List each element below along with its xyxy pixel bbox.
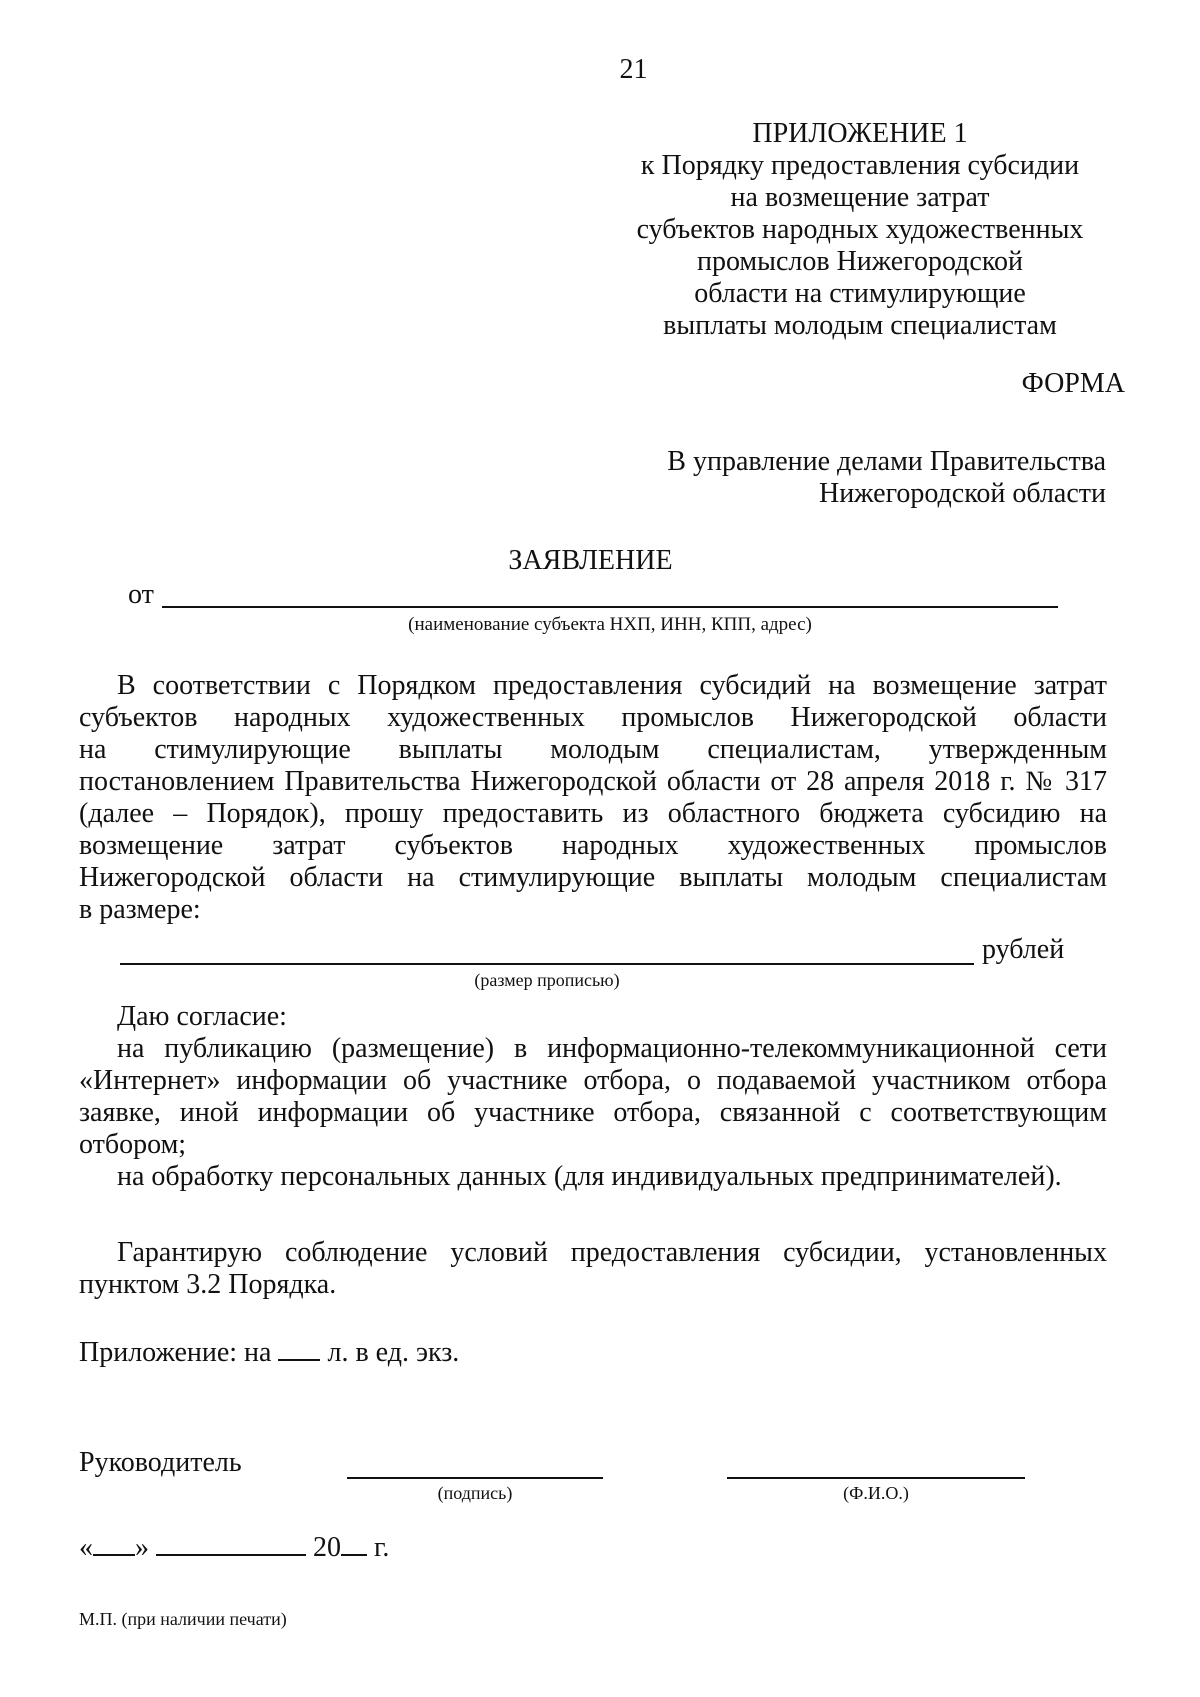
guarantee-line: пунктом 3.2 Порядка.: [79, 1269, 337, 1300]
paragraph-line: В соответствии с Порядком предоставления субсидий на возмещение затрат: [117, 670, 1107, 701]
day-field[interactable]: [93, 1530, 135, 1556]
attachment-pages-field[interactable]: [278, 1335, 320, 1361]
addressee-line: В управление делами Правительства: [667, 446, 1106, 477]
consent-block: [79, 1001, 1107, 1193]
stamp-note: М.П. (при наличии печати): [79, 1609, 287, 1629]
appendix-header: [560, 118, 1160, 342]
date-row: [79, 1530, 389, 1564]
attachment-suffix: л. в ед. экз.: [327, 1337, 460, 1368]
consent-line: отбором;: [79, 1129, 187, 1160]
amount-in-words-field[interactable]: [120, 963, 974, 965]
date-open-quote: «: [79, 1532, 93, 1563]
paragraph-line: субъектов народных художественных промыслов Нижегородской области: [79, 702, 1107, 733]
form-label: ФОРМА: [1021, 368, 1125, 399]
consent-line: на публикацию (размещение) в информационно-телекоммуникационной сети: [117, 1033, 1107, 1064]
signature-field[interactable]: [347, 1477, 603, 1479]
paragraph-line: в размере:: [79, 894, 201, 925]
addressee: [560, 446, 1106, 510]
from-label: от: [128, 579, 154, 610]
page-number: 21: [619, 54, 648, 85]
appendix-line: промыслов Нижегородской: [696, 246, 1024, 277]
consent-line: «Интернет» информации об участнике отбора, о подаваемой участником отбора: [79, 1065, 1107, 1096]
paragraph-line: постановлением Правительства Нижегородской области от 28 апреля 2018 г. № 317: [79, 766, 1107, 797]
attachment-prefix: Приложение: на: [79, 1337, 272, 1368]
consent-line: на обработку персональных данных (для индивидуальных предпринимателей).: [117, 1161, 1062, 1192]
appendix-line: к Порядку предоставления субсидии: [640, 150, 1080, 181]
consent-line: заявке, иной информации об участнике отбора, связанной с соответствующим: [79, 1097, 1107, 1128]
document-title: ЗАЯВЛЕНИЕ: [508, 545, 673, 576]
date-close-quote: »: [135, 1532, 149, 1563]
month-field[interactable]: [156, 1530, 306, 1556]
year-suffix: г.: [374, 1532, 390, 1563]
appendix-line: области на стимулирующие: [694, 278, 1026, 309]
appendix-line: выплаты молодым специалистам: [663, 310, 1057, 341]
appendix-line: ПРИЛОЖЕНИЕ 1: [752, 118, 968, 149]
consent-line: Даю согласие:: [117, 1001, 287, 1032]
appendix-line: на возмещение затрат: [730, 182, 990, 213]
main-paragraph: [79, 670, 1107, 926]
attachment-row: [79, 1335, 459, 1369]
applicant-name-caption: (наименование субъекта НХП, ИНН, КПП, адрес): [408, 614, 812, 635]
appendix-line: субъектов народных художественных: [636, 214, 1084, 245]
addressee-line: Нижегородской области: [818, 478, 1106, 509]
guarantee-line: Гарантирую соблюдение условий предоставления субсидии, установленных: [117, 1237, 1107, 1268]
year-field[interactable]: [341, 1530, 367, 1556]
paragraph-line: на стимулирующие выплаты молодым специалистам, утвержденным: [79, 734, 1107, 765]
paragraph-line: Нижегородской области на стимулирующие выплаты молодым специалистам: [79, 862, 1107, 893]
amount-unit: рублей: [982, 934, 1065, 965]
full-name-caption: (Ф.И.О.): [843, 1483, 909, 1503]
signature-caption: (подпись): [437, 1483, 513, 1503]
paragraph-line: возмещение затрат субъектов народных художественных промыслов: [79, 830, 1107, 861]
head-label: Руководитель: [79, 1447, 242, 1478]
full-name-field[interactable]: [727, 1477, 1025, 1479]
amount-caption: (размер прописью): [474, 970, 620, 990]
guarantee-paragraph: [79, 1237, 1107, 1301]
applicant-name-field[interactable]: [162, 606, 1058, 608]
year-prefix: 20: [313, 1532, 341, 1563]
paragraph-line: (далее – Порядок), прошу предоставить из областного бюджета субсидию на: [79, 798, 1107, 829]
